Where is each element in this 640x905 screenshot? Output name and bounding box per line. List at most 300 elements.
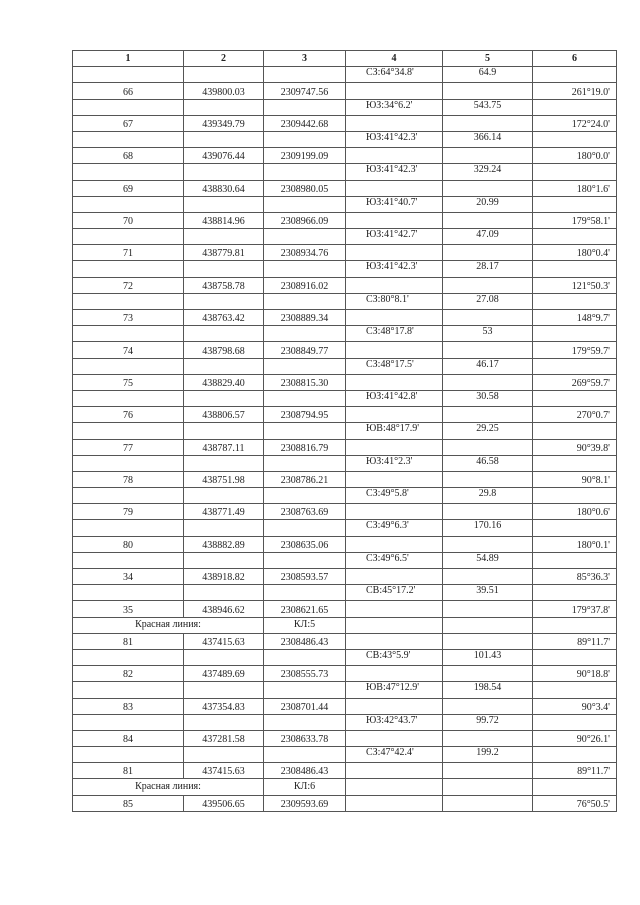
empty-cell [533, 99, 617, 115]
coordinate-x: 438806.57 [184, 407, 264, 423]
coordinate-y: 2308593.57 [264, 569, 346, 585]
empty-cell [346, 148, 443, 164]
coordinates-table [72, 50, 617, 812]
coordinate-x: 439076.44 [184, 148, 264, 164]
empty-cell [184, 326, 264, 342]
direction-value: СЗ:49°5.8' [346, 488, 443, 504]
empty-cell [184, 390, 264, 406]
coordinate-y: 2309593.69 [264, 795, 346, 811]
empty-cell [184, 585, 264, 601]
direction-value: СЗ:80°8.1' [346, 293, 443, 309]
empty-cell [346, 795, 443, 811]
empty-cell [346, 698, 443, 714]
empty-cell [346, 180, 443, 196]
empty-cell [443, 310, 533, 326]
point-number: 78 [73, 471, 184, 487]
direction-value: СЗ:48°17.8' [346, 326, 443, 342]
length-value: 99.72 [443, 714, 533, 730]
coordinate-x: 438946.62 [184, 601, 264, 617]
segment-row [73, 196, 617, 212]
empty-cell [346, 504, 443, 520]
coordinate-x: 437281.58 [184, 730, 264, 746]
empty-cell [73, 423, 184, 439]
empty-cell [264, 520, 346, 536]
angle-value: 90°18.8' [533, 666, 617, 682]
point-row [73, 374, 617, 390]
angle-value: 179°37.8' [533, 601, 617, 617]
segment-row [73, 585, 617, 601]
empty-cell [346, 601, 443, 617]
empty-cell [533, 520, 617, 536]
empty-cell [346, 439, 443, 455]
angle-value: 76°50.5' [533, 795, 617, 811]
segment-row [73, 455, 617, 471]
empty-cell [73, 358, 184, 374]
empty-cell [533, 164, 617, 180]
point-number: 71 [73, 245, 184, 261]
point-row [73, 666, 617, 682]
direction-value: СВ:45°17.2' [346, 585, 443, 601]
point-number: 79 [73, 504, 184, 520]
empty-cell [346, 245, 443, 261]
coordinate-x: 438918.82 [184, 569, 264, 585]
empty-cell [184, 714, 264, 730]
empty-cell [264, 390, 346, 406]
empty-cell [184, 131, 264, 147]
coordinate-x: 437354.83 [184, 698, 264, 714]
coordinate-x: 437489.69 [184, 666, 264, 682]
empty-cell [443, 698, 533, 714]
segment-row [73, 67, 617, 83]
angle-value: 180°0.1' [533, 536, 617, 552]
empty-cell [73, 196, 184, 212]
angle-value: 180°0.4' [533, 245, 617, 261]
angle-value: 261°19.0' [533, 83, 617, 99]
empty-cell [533, 552, 617, 568]
empty-cell [73, 99, 184, 115]
empty-cell [443, 115, 533, 131]
point-number: 82 [73, 666, 184, 682]
empty-cell [346, 471, 443, 487]
empty-cell [264, 293, 346, 309]
empty-cell [184, 455, 264, 471]
coordinate-x: 438829.40 [184, 374, 264, 390]
segment-row [73, 552, 617, 568]
angle-value: 179°58.1' [533, 212, 617, 228]
length-value: 64.9 [443, 67, 533, 83]
empty-cell [443, 536, 533, 552]
empty-cell [264, 552, 346, 568]
empty-cell [443, 617, 533, 633]
coordinate-y: 2308816.79 [264, 439, 346, 455]
empty-cell [73, 649, 184, 665]
coordinate-y: 2309442.68 [264, 115, 346, 131]
angle-value: 270°0.7' [533, 407, 617, 423]
length-value: 29.8 [443, 488, 533, 504]
empty-cell [73, 390, 184, 406]
point-row [73, 407, 617, 423]
coordinate-y: 2308786.21 [264, 471, 346, 487]
direction-value: СЗ:64°34.8' [346, 67, 443, 83]
coordinate-x: 438787.11 [184, 439, 264, 455]
empty-cell [533, 326, 617, 342]
length-value: 53 [443, 326, 533, 342]
empty-cell [264, 67, 346, 83]
empty-cell [264, 714, 346, 730]
coordinate-x: 438763.42 [184, 310, 264, 326]
empty-cell [346, 310, 443, 326]
empty-cell [443, 83, 533, 99]
point-row [73, 698, 617, 714]
empty-cell [73, 682, 184, 698]
length-value: 366.14 [443, 131, 533, 147]
segment-row [73, 390, 617, 406]
point-row [73, 83, 617, 99]
point-number: 69 [73, 180, 184, 196]
angle-value: 89°11.7' [533, 633, 617, 649]
empty-cell [346, 374, 443, 390]
segment-row [73, 261, 617, 277]
length-value: 199.2 [443, 747, 533, 763]
segment-row [73, 131, 617, 147]
empty-cell [73, 585, 184, 601]
coordinate-y: 2308889.34 [264, 310, 346, 326]
column-header: 4 [346, 51, 443, 67]
point-row [73, 439, 617, 455]
empty-cell [73, 164, 184, 180]
empty-cell [73, 714, 184, 730]
empty-cell [533, 747, 617, 763]
coordinates-table-body [73, 51, 617, 812]
empty-cell [443, 407, 533, 423]
empty-cell [73, 131, 184, 147]
empty-cell [184, 682, 264, 698]
point-number: 72 [73, 277, 184, 293]
coordinate-x: 438758.78 [184, 277, 264, 293]
length-value: 46.58 [443, 455, 533, 471]
angle-value: 90°8.1' [533, 471, 617, 487]
empty-cell [73, 552, 184, 568]
direction-value: ЮЗ:41°42.3' [346, 261, 443, 277]
column-header: 2 [184, 51, 264, 67]
empty-cell [184, 196, 264, 212]
empty-cell [443, 601, 533, 617]
point-number: 84 [73, 730, 184, 746]
length-value: 27.08 [443, 293, 533, 309]
empty-cell [264, 261, 346, 277]
point-number: 80 [73, 536, 184, 552]
point-row [73, 471, 617, 487]
direction-value: ЮЗ:34°6.2' [346, 99, 443, 115]
segment-row [73, 423, 617, 439]
coordinate-x: 438779.81 [184, 245, 264, 261]
point-row [73, 212, 617, 228]
empty-cell [443, 471, 533, 487]
point-number: 81 [73, 763, 184, 779]
coordinate-y: 2308555.73 [264, 666, 346, 682]
section-label: Красная линия: [73, 779, 264, 795]
empty-cell [264, 358, 346, 374]
coordinate-x: 439506.65 [184, 795, 264, 811]
empty-cell [184, 520, 264, 536]
point-number: 73 [73, 310, 184, 326]
empty-cell [73, 520, 184, 536]
section-label: Красная линия: [73, 617, 264, 633]
direction-value: ЮЗ:41°42.7' [346, 229, 443, 245]
empty-cell [264, 131, 346, 147]
point-number: 35 [73, 601, 184, 617]
direction-value: ЮЗ:41°2.3' [346, 455, 443, 471]
coordinate-y: 2308486.43 [264, 763, 346, 779]
empty-cell [264, 455, 346, 471]
coordinate-y: 2308916.02 [264, 277, 346, 293]
empty-cell [533, 779, 617, 795]
empty-cell [533, 229, 617, 245]
empty-cell [264, 649, 346, 665]
empty-cell [533, 617, 617, 633]
empty-cell [184, 747, 264, 763]
length-value: 20.99 [443, 196, 533, 212]
empty-cell [264, 229, 346, 245]
empty-cell [184, 67, 264, 83]
empty-cell [184, 358, 264, 374]
empty-cell [73, 261, 184, 277]
point-number: 68 [73, 148, 184, 164]
empty-cell [184, 649, 264, 665]
coordinate-y: 2308633.78 [264, 730, 346, 746]
point-number: 83 [73, 698, 184, 714]
empty-cell [264, 488, 346, 504]
segment-row [73, 326, 617, 342]
coordinate-y: 2308763.69 [264, 504, 346, 520]
length-value: 30.58 [443, 390, 533, 406]
empty-cell [264, 423, 346, 439]
empty-cell [346, 342, 443, 358]
empty-cell [346, 407, 443, 423]
empty-cell [73, 67, 184, 83]
length-value: 54.89 [443, 552, 533, 568]
point-number: 70 [73, 212, 184, 228]
empty-cell [184, 229, 264, 245]
angle-value: 90°39.8' [533, 439, 617, 455]
empty-cell [443, 212, 533, 228]
length-value: 47.09 [443, 229, 533, 245]
direction-value: ЮВ:47°12.9' [346, 682, 443, 698]
empty-cell [533, 649, 617, 665]
empty-cell [264, 164, 346, 180]
point-number: 76 [73, 407, 184, 423]
segment-row [73, 99, 617, 115]
angle-value: 90°26.1' [533, 730, 617, 746]
empty-cell [73, 326, 184, 342]
coordinate-y: 2308934.76 [264, 245, 346, 261]
empty-cell [346, 536, 443, 552]
direction-value: ЮЗ:41°40.7' [346, 196, 443, 212]
direction-value: ЮЗ:41°42.3' [346, 164, 443, 180]
point-number: 77 [73, 439, 184, 455]
empty-cell [443, 666, 533, 682]
empty-cell [533, 131, 617, 147]
coordinate-x: 437415.63 [184, 633, 264, 649]
table-header-row [73, 51, 617, 67]
point-row [73, 763, 617, 779]
empty-cell [443, 569, 533, 585]
angle-value: 179°59.7' [533, 342, 617, 358]
point-row [73, 633, 617, 649]
empty-cell [184, 261, 264, 277]
empty-cell [73, 293, 184, 309]
coordinate-y: 2308966.09 [264, 212, 346, 228]
coordinate-y: 2309199.09 [264, 148, 346, 164]
coordinate-y: 2308621.65 [264, 601, 346, 617]
point-row [73, 180, 617, 196]
direction-value: ЮЗ:41°42.8' [346, 390, 443, 406]
coordinate-x: 438751.98 [184, 471, 264, 487]
coordinate-x: 438771.49 [184, 504, 264, 520]
point-number: 81 [73, 633, 184, 649]
point-row [73, 504, 617, 520]
angle-value: 89°11.7' [533, 763, 617, 779]
coordinate-x: 439800.03 [184, 83, 264, 99]
point-row [73, 536, 617, 552]
empty-cell [264, 196, 346, 212]
empty-cell [346, 115, 443, 131]
length-value: 28.17 [443, 261, 533, 277]
angle-value: 180°0.0' [533, 148, 617, 164]
coordinate-y: 2308815.30 [264, 374, 346, 390]
coordinate-x: 438798.68 [184, 342, 264, 358]
coordinate-x: 438814.96 [184, 212, 264, 228]
direction-value: ЮЗ:41°42.3' [346, 131, 443, 147]
direction-value: СЗ:48°17.5' [346, 358, 443, 374]
empty-cell [346, 212, 443, 228]
empty-cell [73, 747, 184, 763]
section-code: КЛ:6 [264, 779, 346, 795]
direction-value: СЗ:49°6.3' [346, 520, 443, 536]
length-value: 170.16 [443, 520, 533, 536]
segment-row [73, 164, 617, 180]
segment-row [73, 649, 617, 665]
empty-cell [533, 390, 617, 406]
angle-value: 180°1.6' [533, 180, 617, 196]
point-number: 66 [73, 83, 184, 99]
empty-cell [346, 666, 443, 682]
empty-cell [346, 277, 443, 293]
length-value: 39.51 [443, 585, 533, 601]
angle-value: 269°59.7' [533, 374, 617, 390]
empty-cell [443, 763, 533, 779]
empty-cell [184, 423, 264, 439]
empty-cell [443, 180, 533, 196]
segment-row [73, 714, 617, 730]
empty-cell [443, 439, 533, 455]
section-row [73, 779, 617, 795]
point-row [73, 342, 617, 358]
empty-cell [264, 747, 346, 763]
point-row [73, 115, 617, 131]
empty-cell [443, 277, 533, 293]
angle-value: 85°36.3' [533, 569, 617, 585]
point-row [73, 795, 617, 811]
empty-cell [443, 730, 533, 746]
direction-value: СВ:43°5.9' [346, 649, 443, 665]
coordinate-y: 2309747.56 [264, 83, 346, 99]
point-number: 75 [73, 374, 184, 390]
empty-cell [533, 488, 617, 504]
empty-cell [533, 423, 617, 439]
length-value: 198.54 [443, 682, 533, 698]
section-code: КЛ:5 [264, 617, 346, 633]
empty-cell [533, 358, 617, 374]
direction-value: СЗ:47°42.4' [346, 747, 443, 763]
empty-cell [346, 83, 443, 99]
direction-value: ЮЗ:42°43.7' [346, 714, 443, 730]
empty-cell [443, 504, 533, 520]
empty-cell [533, 261, 617, 277]
coordinate-y: 2308635.06 [264, 536, 346, 552]
coordinate-x: 438882.89 [184, 536, 264, 552]
empty-cell [346, 617, 443, 633]
empty-cell [443, 245, 533, 261]
segment-row [73, 520, 617, 536]
empty-cell [264, 585, 346, 601]
point-row [73, 310, 617, 326]
empty-cell [533, 714, 617, 730]
empty-cell [443, 342, 533, 358]
empty-cell [443, 779, 533, 795]
direction-value: СЗ:49°6.5' [346, 552, 443, 568]
segment-row [73, 229, 617, 245]
column-header: 6 [533, 51, 617, 67]
coordinate-x: 438830.64 [184, 180, 264, 196]
empty-cell [533, 67, 617, 83]
angle-value: 121°50.3' [533, 277, 617, 293]
coordinate-x: 439349.79 [184, 115, 264, 131]
coordinate-x: 437415.63 [184, 763, 264, 779]
empty-cell [443, 148, 533, 164]
segment-row [73, 488, 617, 504]
empty-cell [443, 374, 533, 390]
point-number: 34 [73, 569, 184, 585]
coordinate-y: 2308849.77 [264, 342, 346, 358]
length-value: 329.24 [443, 164, 533, 180]
column-header: 1 [73, 51, 184, 67]
empty-cell [443, 633, 533, 649]
empty-cell [346, 730, 443, 746]
segment-row [73, 747, 617, 763]
point-row [73, 730, 617, 746]
coordinate-y: 2308980.05 [264, 180, 346, 196]
empty-cell [184, 552, 264, 568]
empty-cell [533, 585, 617, 601]
empty-cell [533, 196, 617, 212]
point-number: 67 [73, 115, 184, 131]
empty-cell [73, 229, 184, 245]
point-number: 74 [73, 342, 184, 358]
empty-cell [346, 763, 443, 779]
empty-cell [346, 569, 443, 585]
empty-cell [184, 293, 264, 309]
angle-value: 148°9.7' [533, 310, 617, 326]
segment-row [73, 358, 617, 374]
point-row [73, 601, 617, 617]
section-row [73, 617, 617, 633]
point-row [73, 148, 617, 164]
angle-value: 90°3.4' [533, 698, 617, 714]
point-row [73, 277, 617, 293]
empty-cell [443, 795, 533, 811]
empty-cell [184, 488, 264, 504]
